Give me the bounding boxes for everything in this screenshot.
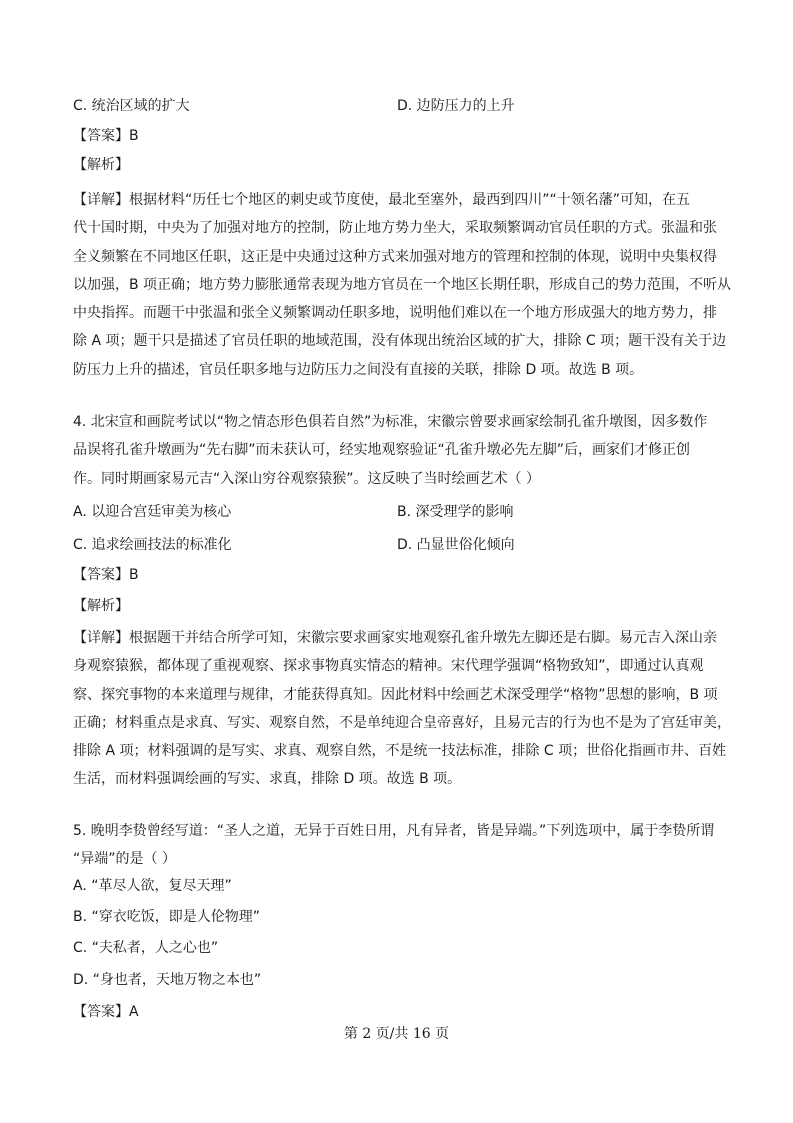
q3-detail-line: 以加强，B 项正确；地方势力膨胀通常表现为地方官员在一个地区长期任职，形成自己的势力范围，不听从 <box>73 276 732 293</box>
q5-stem-line: 5. 晚明李贽曾经写道：“圣人之道，无异于百姓日用，凡有异者，皆是异端。”下列选项中，属于李贽所谓 <box>73 823 715 839</box>
q4-detail-line: 【详解】根据题干并结合所学可知，宋徽宗要求画家实地观察孔雀升墩先左脚还是右脚。易元吉入深山亲 <box>73 630 717 646</box>
q3-analysis-label: 【解析】 <box>73 157 129 173</box>
q4-option-a: A. 以迎合宫廷审美为核心 <box>73 504 232 520</box>
page-number: 第 2 页/共 16 页 <box>343 1026 450 1042</box>
q3-detail-line: 全义频繁在不同地区任职，这正是中央通过这种方式来加强对地方的管理和控制的体现，说明中央集权得 <box>73 248 717 265</box>
q3-detail <box>73 186 732 384</box>
q3-detail-line: 防压力上升的描述，官员任职多地与边防压力之间没有直接的关联，排除 D 项。故选 B 项。 <box>73 361 644 378</box>
q4-option-c: C. 追求绘画技法的标准化 <box>73 537 232 553</box>
q4-option-b: B. 深受理学的影响 <box>397 504 514 520</box>
q5-option-b: B. “穿衣吃饭，即是人伦物理” <box>73 909 261 925</box>
q5-stem <box>73 817 721 874</box>
q4-analysis-label: 【解析】 <box>73 598 129 614</box>
q5-answer: 【答案】A <box>73 1004 139 1020</box>
q4-detail-line: 身观察猿猴，都体现了重视观察、探求事物真实情态的精神。宋代理学强调“格物致知”，即通过认真观 <box>73 658 704 675</box>
q4-option-d: D. 凸显世俗化倾向 <box>397 537 515 553</box>
q5-stem-line: “异端”的是（ ） <box>73 851 176 868</box>
q4-detail-line: 生活，而材料强调绘画的写实、求真，排除 D 项。故选 B 项。 <box>73 771 462 788</box>
q4-answer: 【答案】B <box>73 567 139 583</box>
q5-option-c: C. “夫私者，人之心也” <box>73 940 219 956</box>
q3-detail-line: 【详解】根据材料“历任七个地区的刺史或节度使，最北至塞外，最西到四川”“十领名藩”可知，在五 <box>73 192 691 208</box>
q4-detail-line: 察、探究事物的本来道理与规律，才能获得真知。因此材料中绘画艺术深受理学“格物”思想的影响，B 项 <box>73 686 718 703</box>
q4-stem-line: 4. 北宋宣和画院考试以“物之情态形色俱若自然”为标准，宋徽宗曾要求画家绘制孔雀升墩图，因多数作 <box>73 414 708 430</box>
q5-option-d: D. “身也者，天地万物之本也” <box>73 972 262 988</box>
q4-detail <box>73 624 731 794</box>
q3-detail-line: 中央指挥。而题干中张温和张全义频繁调动任职多地，说明他们难以在一个地方形成强大的地方势力，排 <box>73 305 717 322</box>
q4-detail-line: 排除 A 项；材料强调的是写实、求真、观察自然，不是统一技法标准，排除 C 项；世俗化指画市井、百姓 <box>73 743 727 760</box>
q3-answer: 【答案】B <box>73 128 139 144</box>
q3-option-c: C. 统治区域的扩大 <box>73 98 190 114</box>
q4-stem <box>73 408 721 493</box>
q3-detail-line: 代十国时期，中央为了加强对地方的控制，防止地方势力坐大，采取频繁调动官员任职的方式。张温和张 <box>73 220 717 237</box>
q5-option-a: A. “革尽人欲，复尽天理” <box>73 878 232 894</box>
q3-detail-line: 除 A 项；题干只是描述了官员任职的地域范围，没有体现出统治区域的扩大，排除 C 项；题干没有关于边 <box>73 333 727 350</box>
q4-stem-line: 作。同时期画家易元吉“入深山穷谷观察猿猴”。这反映了当时绘画艺术（ ） <box>73 470 540 487</box>
q3-option-d: D. 边防压力的上升 <box>397 98 515 114</box>
q4-detail-line: 正确；材料重点是求真、写实、观察自然，不是单纯迎合皇帝喜好，且易元吉的行为也不是为了宫廷审美， <box>73 714 731 731</box>
q4-stem-line: 品误将孔雀升墩画为“先右脚”而未获认可，经实地观察验证“孔雀升墩必先左脚”后，画家们才修正创 <box>73 442 691 459</box>
